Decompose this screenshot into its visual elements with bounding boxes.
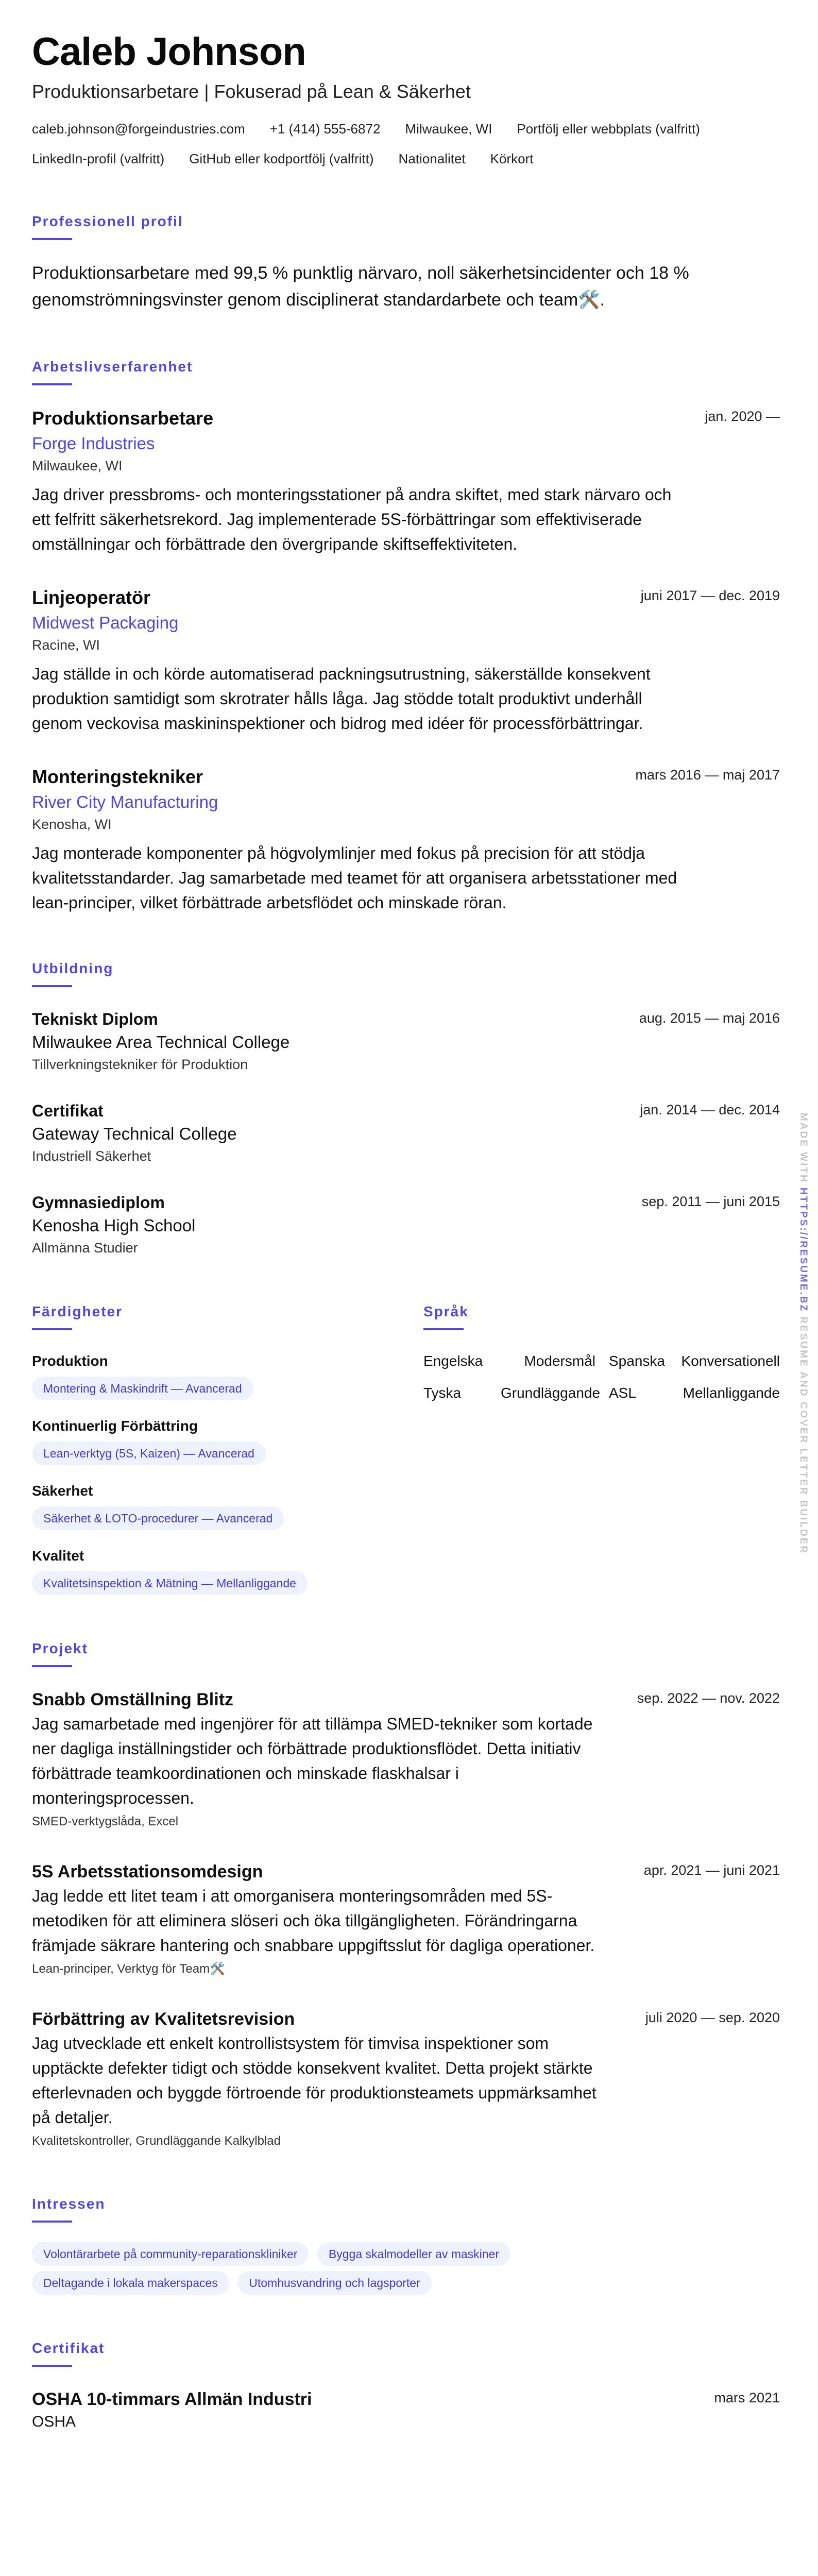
interest-tag: Volontärarbete på community-reparationskliniker: [32, 2242, 309, 2266]
contact-nationality: Nationalitet: [398, 151, 466, 166]
interests-section: [32, 2195, 780, 2295]
builder-watermark: [796, 1113, 812, 1555]
language-name: Spanska: [609, 1353, 665, 1369]
language-name: Tyska: [423, 1385, 462, 1401]
experience-list: [32, 406, 780, 915]
job-title: Linjeoperatör: [32, 587, 151, 608]
skill-tag: Kvalitetsinspektion & Mätning — Mellanliggande: [32, 1571, 308, 1595]
project-dates: sep. 2022 — nov. 2022: [637, 1690, 780, 1706]
section-title: Språk: [423, 1303, 469, 1319]
field-of-study: Tillverkningstekniker för Produktion: [32, 1057, 248, 1072]
languages-section: [423, 1302, 780, 1595]
section-divider: [32, 2221, 72, 2223]
project-name: Snabb Omställning Blitz: [32, 1690, 234, 1709]
section-divider: [423, 1328, 464, 1330]
project-dates: apr. 2021 — juni 2021: [643, 1862, 780, 1878]
contact-location: Milwaukee, WI: [405, 121, 492, 137]
job-dates: jan. 2020 —: [705, 409, 780, 424]
project-entry: [32, 1688, 780, 1831]
job-dates: mars 2016 — maj 2017: [635, 767, 780, 783]
watermark-link[interactable]: HTTPS://RESUME.BZ: [798, 1188, 809, 1313]
skill-group: [32, 1351, 423, 1400]
institution-name: Milwaukee Area Technical College: [32, 1032, 290, 1052]
skill-name: Produktion: [32, 1353, 108, 1369]
education-entry: [32, 1008, 780, 1075]
contact-license: Körkort: [490, 151, 534, 166]
interest-tag: Bygga skalmodeller av maskiner: [317, 2242, 510, 2266]
contact-email[interactable]: caleb.johnson@forgeindustries.com: [32, 121, 245, 137]
section-title: Projekt: [32, 1640, 88, 1656]
project-keywords: Lean-principer, Verktyg för Team🛠️: [32, 1962, 225, 1976]
skill-group: [32, 1416, 423, 1465]
project-description: Jag utvecklade ett enkelt kontrollistsystem för timvisa inspektioner som upptäckte defekter tidigt och stödde konsekvent kvalitet. Detta projekt stärkte efterlevnaden och byggde förtroende för produktionsteamets uppmärksamhet på detaljer.: [32, 2034, 597, 2127]
education-entry: [32, 1099, 780, 1166]
field-of-study: Industriell Säkerhet: [32, 1148, 151, 1164]
skill-tag: Säkerhet & LOTO-procedurer — Avancerad: [32, 1506, 284, 1530]
candidate-name: Caleb Johnson: [32, 30, 306, 74]
watermark-text: [796, 1113, 810, 1554]
education-entry: [32, 1191, 780, 1258]
language-name: Engelska: [423, 1353, 483, 1369]
certificate-issuer: OSHA: [32, 2413, 76, 2430]
company-name: Midwest Packaging: [32, 613, 179, 632]
job-description: Jag driver pressbroms- och monteringsstationer på andra skiftet, med stark närvaro och ett felfritt säkerhetsrekord. Jag implementerade 5S-förbättringar som effektiviserade omställningar och förbättrade den övergripande skiftseffektiviteten.: [32, 485, 672, 553]
project-keywords: Kvalitetskontroller, Grundläggande Kalkylblad: [32, 2134, 281, 2148]
project-name: 5S Arbetsstationsomdesign: [32, 1862, 263, 1882]
education-dates: sep. 2011 — juni 2015: [641, 1194, 780, 1209]
skill-name: Kontinuerlig Förbättring: [32, 1418, 198, 1434]
section-title: Färdigheter: [32, 1303, 123, 1319]
experience-entry: [32, 406, 780, 556]
section-divider: [32, 985, 72, 987]
job-location: Kenosha, WI: [32, 817, 112, 832]
job-location: Racine, WI: [32, 637, 100, 653]
company-name: Forge Industries: [32, 434, 155, 453]
project-entry: [32, 2007, 780, 2150]
skills-section: [32, 1302, 423, 1595]
institution-name: Kenosha High School: [32, 1216, 196, 1235]
job-description: Jag ställde in och körde automatiserad packningsutrustning, säkerställde konsekvent produktion samtidigt som skrotrater hålls låga. Jag stödde totalt produktivt underhåll genom veckovisa maskininspektioner och bidrog med idéer för processförbättringar.: [32, 665, 651, 733]
section-divider: [32, 1665, 72, 1667]
skill-name: Säkerhet: [32, 1483, 93, 1499]
projects-section: [32, 1639, 780, 2150]
section-title: Professionell profil: [32, 213, 183, 229]
section-divider: [32, 1328, 72, 1330]
section-divider: [32, 2365, 72, 2367]
projects-list: [32, 1688, 780, 2150]
contact-portfolio[interactable]: Portfölj eller webbplats (valfritt): [517, 121, 700, 137]
contact-list: [32, 120, 780, 168]
certificates-list: [32, 2387, 780, 2433]
watermark-prefix: MADE WITH: [798, 1113, 809, 1183]
skill-name: Kvalitet: [32, 1548, 84, 1564]
section-title: Intressen: [32, 2196, 106, 2212]
languages-grid: [423, 1351, 780, 1403]
contact-linkedin[interactable]: LinkedIn-profil (valfritt): [32, 151, 165, 166]
interests-list: [32, 2237, 578, 2295]
skills-languages-row: [32, 1302, 780, 1595]
job-location: Milwaukee, WI: [32, 458, 123, 473]
resume-header: [32, 29, 780, 168]
section-title: Arbetslivserfarenhet: [32, 359, 193, 375]
language-level: Grundläggande: [501, 1385, 601, 1401]
section-title: Utbildning: [32, 960, 114, 976]
interest-tag: Utomhusvandring och lagsporter: [237, 2271, 431, 2295]
section-title: Certifikat: [32, 2340, 105, 2356]
section-divider: [32, 383, 72, 385]
language-level: Mellanliggande: [683, 1385, 780, 1401]
experience-entry: [32, 585, 780, 736]
language-name: ASL: [609, 1385, 636, 1401]
skill-group: [32, 1481, 423, 1530]
certificates-section: [32, 2339, 780, 2433]
contact-phone[interactable]: +1 (414) 555-6872: [269, 121, 381, 137]
language-level: Modersmål: [524, 1353, 595, 1369]
project-keywords: SMED-verktygslåda, Excel: [32, 1815, 179, 1828]
skill-tag: Montering & Maskindrift — Avancerad: [32, 1377, 253, 1400]
profile-section: [32, 212, 780, 313]
resume-content: [32, 29, 780, 2433]
skills-list: [32, 1351, 423, 1595]
education-dates: aug. 2015 — maj 2016: [639, 1010, 780, 1026]
certificate-name: OSHA 10-timmars Allmän Industri: [32, 2389, 312, 2409]
degree-name: Certifikat: [32, 1101, 104, 1120]
watermark-suffix: RESUME AND COVER LETTER BUILDER: [798, 1316, 809, 1555]
field-of-study: Allmänna Studier: [32, 1240, 138, 1256]
experience-entry: [32, 765, 780, 915]
job-description: Jag monterade komponenter på högvolymlinjer med fokus på precision för att stödja kvalitetsstandarder. Jag samarbetade med teamet för att organisera arbetsstationer med lean-principer, vilket förbättrade arbetsflödet och minskade röran.: [32, 844, 677, 912]
job-dates: juni 2017 — dec. 2019: [640, 588, 780, 603]
project-entry: [32, 1860, 780, 1978]
education-dates: jan. 2014 — dec. 2014: [640, 1102, 780, 1117]
project-dates: juli 2020 — sep. 2020: [645, 2010, 780, 2025]
section-divider: [32, 238, 72, 240]
project-description: Jag samarbetade med ingenjörer för att tillämpa SMED-tekniker som kortade ner dagliga inställningstider och förbättrade produktionsflödet. Detta initiativ förbättrade teamkoordinationen och minskade flaskhalsar i monteringsprocessen.: [32, 1715, 593, 1807]
degree-name: Gymnasiediplom: [32, 1193, 165, 1212]
education-section: [32, 959, 780, 1258]
profile-summary: Produktionsarbetare med 99,5 % punktlig närvaro, noll säkerhetsincidenter och 18 % genomströmningsvinster genom disciplinerat standardarbete och team🛠️.: [32, 263, 689, 310]
company-name: River City Manufacturing: [32, 792, 218, 811]
job-title: Produktionsarbetare: [32, 408, 214, 429]
education-list: [32, 1008, 780, 1258]
institution-name: Gateway Technical College: [32, 1124, 237, 1143]
project-description: Jag ledde ett litet team i att omorganisera monteringsområden med 5S-metodiken för att eliminera slöseri och öka tillgängligheten. Förändringarna främjade säkrare hantering och snabbare uppgiftsslut för dagliga operationer.: [32, 1887, 595, 1955]
contact-github[interactable]: GitHub eller kodportfölj (valfritt): [189, 151, 374, 166]
job-title: Monteringstekniker: [32, 766, 203, 787]
skill-group: [32, 1546, 423, 1595]
interest-tag: Deltagande i lokala makerspaces: [32, 2271, 229, 2295]
language-level: Konversationell: [681, 1353, 780, 1369]
certificate-entry: [32, 2387, 780, 2433]
project-name: Förbättring av Kvalitetsrevision: [32, 2009, 295, 2029]
degree-name: Tekniskt Diplom: [32, 1010, 158, 1028]
experience-section: [32, 358, 780, 915]
certificate-date: mars 2021: [714, 2390, 780, 2405]
candidate-headline: Produktionsarbetare | Fokuserad på Lean & Säkerhet: [32, 81, 471, 102]
skill-tag: Lean-verktyg (5S, Kaizen) — Avancerad: [32, 1442, 266, 1465]
